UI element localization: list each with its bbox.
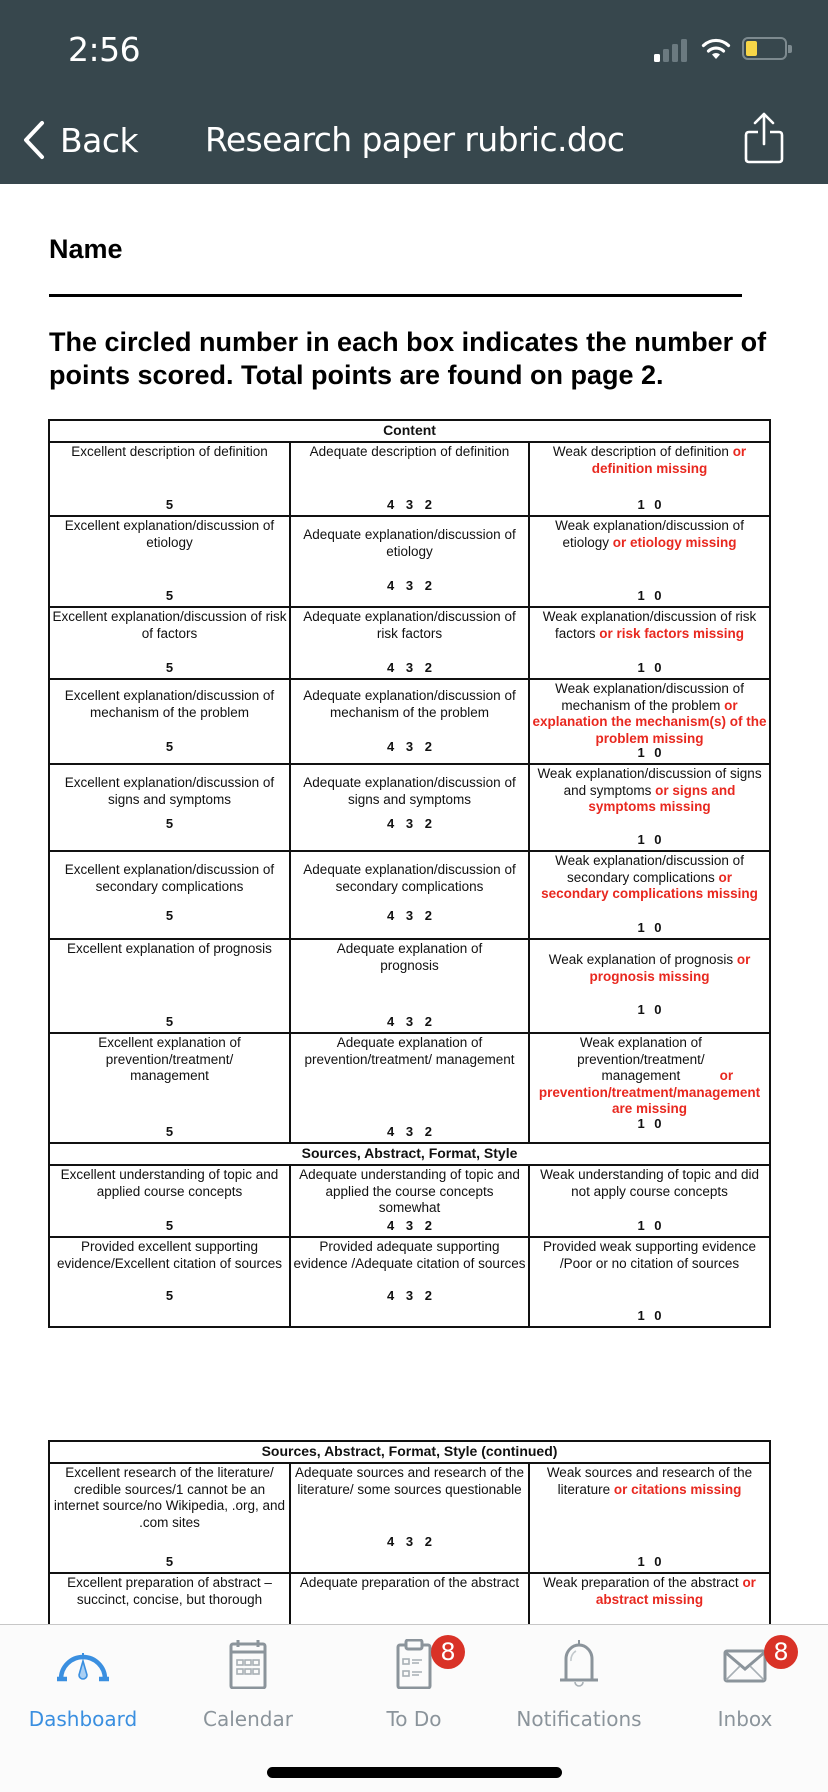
missing-text: or etiology missing	[612, 534, 737, 550]
section-header-sources: Sources, Abstract, Format, Style	[49, 1143, 770, 1165]
excellent-cell: Excellent explanation/discussion of etiology 5	[49, 516, 290, 607]
points-adequate: 4 3 2	[387, 1533, 432, 1549]
points-adequate: 4 3 2	[387, 1217, 432, 1233]
tab-inbox[interactable]	[662, 1625, 828, 1731]
bell-icon	[551, 1639, 607, 1689]
excellent-cell: Excellent explanation/discussion of risk of factors 5	[49, 607, 290, 679]
rubric-table-page2	[48, 1440, 771, 1624]
rubric-row-evidence	[49, 1237, 770, 1327]
missing-text: or prevention/treatment/management are missing	[538, 1068, 761, 1116]
status-bar	[0, 0, 828, 96]
missing-text: or risk factors missing	[599, 625, 745, 641]
status-time: 2:56	[68, 30, 141, 69]
points-weak: 1 0	[637, 1115, 662, 1131]
weak-cell: Weak explanation of prevention/treatment/ management or prevention/treatment/management are missing 1 0	[529, 1033, 770, 1143]
adequate-cell: Adequate understanding of topic and applied the course concepts somewhat 4 3 2	[290, 1165, 529, 1237]
points-adequate: 4 3 2	[387, 496, 432, 512]
weak-cell: Weak explanation/discussion of secondary complications or secondary complications missing 1 0	[529, 851, 770, 939]
points-adequate: 4 3 2	[387, 659, 432, 675]
points-excellent: 5	[165, 587, 174, 603]
tab-dashboard[interactable]	[0, 1625, 166, 1731]
adequate-cell: Adequate explanation/discussion of etiology 4 3 2	[290, 516, 529, 607]
missing-text: or definition missing	[591, 444, 747, 476]
rubric-row-research	[49, 1463, 770, 1573]
missing-text: or prognosis missing	[589, 952, 751, 984]
weak-cell: Weak preparation of the abstract or abstract missing	[529, 1573, 770, 1624]
wifi-icon	[700, 37, 732, 61]
points-weak: 1 0	[637, 1001, 662, 1017]
points-excellent: 5	[165, 659, 174, 675]
weak-cell: Weak sources and research of the literature or citations missing 1 0	[529, 1463, 770, 1573]
adequate-cell: Adequate explanation of prognosis 4 3 2	[290, 939, 529, 1033]
missing-text: or abstract missing	[595, 1575, 756, 1607]
adequate-cell: Adequate explanation/discussion of mechanism of the problem 4 3 2	[290, 679, 529, 764]
instructions-text: The circled number in each box indicates the number of points scored. Total points are found on page 2.	[49, 327, 767, 390]
weak-cell: Weak description of definition or definition missing 1 0	[529, 442, 770, 516]
missing-text: or citations missing	[613, 1481, 742, 1497]
rubric-row-signs-symptoms	[49, 764, 770, 851]
tab-label: Notifications	[516, 1707, 642, 1731]
weak-cell: Weak understanding of topic and did not apply course concepts 1 0	[529, 1165, 770, 1237]
weak-cell: Weak explanation/discussion of signs and symptoms or signs and symptoms missing 1 0	[529, 764, 770, 851]
rubric-row-prognosis	[49, 939, 770, 1033]
share-icon[interactable]	[744, 112, 784, 164]
points-weak: 1 0	[637, 496, 662, 512]
points-adequate: 4 3 2	[387, 1287, 432, 1303]
missing-text: or explanation the mechanism(s) of the problem missing	[532, 697, 767, 746]
rubric-row-etiology	[49, 516, 770, 607]
missing-text: or signs and symptoms missing	[588, 782, 736, 814]
back-label: Back	[60, 120, 139, 160]
points-excellent: 5	[165, 815, 174, 831]
tab-calendar[interactable]	[165, 1625, 331, 1731]
adequate-cell: Adequate description of definition 4 3 2	[290, 442, 529, 516]
back-button[interactable]	[22, 118, 138, 162]
excellent-cell: Excellent explanation/discussion of secondary complications 5	[49, 851, 290, 939]
excellent-cell: Excellent explanation/discussion of mechanism of the problem 5	[49, 679, 290, 764]
home-indicator	[267, 1767, 562, 1778]
tab-label: Calendar	[203, 1707, 293, 1731]
section-header-content: Content	[49, 420, 770, 442]
points-excellent: 5	[165, 1553, 174, 1569]
points-adequate: 4 3 2	[387, 815, 432, 831]
tab-label: Inbox	[717, 1707, 773, 1731]
points-weak: 1 0	[637, 659, 662, 675]
inbox-badge: 8	[764, 1635, 798, 1669]
weak-cell: Weak explanation/discussion of risk factors or risk factors missing 1 0	[529, 607, 770, 679]
points-excellent: 5	[165, 1217, 174, 1233]
battery-low-icon	[742, 37, 787, 60]
chevron-left-icon	[22, 120, 46, 160]
rubric-row-understanding	[49, 1165, 770, 1237]
excellent-cell: Provided excellent supporting evidence/Excellent citation of sources 5	[49, 1237, 290, 1327]
rubric-table-page1	[48, 419, 771, 1328]
cellular-signal-icon	[654, 38, 690, 62]
rubric-row-mechanism	[49, 679, 770, 764]
points-excellent: 5	[165, 1013, 174, 1029]
document-viewer[interactable]	[0, 184, 828, 1624]
weak-cell: Weak explanation/discussion of etiology or etiology missing 1 0	[529, 516, 770, 607]
section-header-sources-continued: Sources, Abstract, Format, Style (continued)	[49, 1441, 770, 1463]
missing-text: or secondary complications missing	[541, 869, 758, 901]
adequate-cell: Adequate preparation of the abstract	[290, 1573, 529, 1624]
document-title: Research paper rubric.doc	[205, 120, 625, 159]
adequate-cell: Adequate explanation/discussion of secondary complications 4 3 2	[290, 851, 529, 939]
rubric-row-definition	[49, 442, 770, 516]
points-excellent: 5	[165, 1123, 174, 1139]
points-adequate: 4 3 2	[387, 1013, 432, 1029]
excellent-cell: Excellent explanation of prevention/treatment/ management 5	[49, 1033, 290, 1143]
points-weak: 1 0	[637, 1307, 662, 1323]
points-excellent: 5	[165, 496, 174, 512]
adequate-cell: Adequate sources and research of the literature/ some sources questionable 4 3 2	[290, 1463, 529, 1573]
points-adequate: 4 3 2	[387, 907, 432, 923]
excellent-cell: Excellent research of the literature/ credible sources/1 cannot be an internet source/no Wikipedia, .org, and .com sites 5	[49, 1463, 290, 1573]
points-excellent: 5	[165, 1287, 174, 1303]
excellent-cell: Excellent understanding of topic and applied course concepts 5	[49, 1165, 290, 1237]
weak-cell: Weak explanation/discussion of mechanism of the problem or explanation the mechanism(s) of the problem missing 1 0	[529, 679, 770, 764]
excellent-cell: Excellent explanation of prognosis 5	[49, 939, 290, 1033]
points-excellent: 5	[165, 738, 174, 754]
tab-notifications[interactable]	[496, 1625, 662, 1731]
dashboard-gauge-icon	[55, 1639, 111, 1689]
excellent-cell: Excellent preparation of abstract – succinct, concise, but thorough	[49, 1573, 290, 1624]
points-weak: 1 0	[637, 1217, 662, 1233]
tab-label: Dashboard	[28, 1707, 138, 1731]
excellent-cell: Excellent explanation/discussion of signs and symptoms 5	[49, 764, 290, 851]
name-underline	[49, 294, 742, 297]
todo-badge: 8	[431, 1635, 465, 1669]
adequate-cell: Adequate explanation of prevention/treatment/ management 4 3 2	[290, 1033, 529, 1143]
adequate-cell: Provided adequate supporting evidence /Adequate citation of sources 4 3 2	[290, 1237, 529, 1327]
points-adequate: 4 3 2	[387, 577, 432, 593]
weak-cell: Weak explanation of prognosis or prognosis missing 1 0	[529, 939, 770, 1033]
weak-cell: Provided weak supporting evidence /Poor or no citation of sources 1 0	[529, 1237, 770, 1327]
tab-todo[interactable]	[331, 1625, 497, 1731]
points-adequate: 4 3 2	[387, 738, 432, 754]
rubric-row-complications	[49, 851, 770, 939]
points-weak: 1 0	[637, 919, 662, 935]
adequate-cell: Adequate explanation/discussion of risk factors 4 3 2	[290, 607, 529, 679]
points-weak: 1 0	[637, 744, 662, 760]
rubric-row-risk-factors	[49, 607, 770, 679]
nav-bar	[0, 96, 828, 184]
points-weak: 1 0	[637, 831, 662, 847]
points-weak: 1 0	[637, 587, 662, 603]
name-label: Name	[49, 234, 123, 264]
rubric-row-abstract	[49, 1573, 770, 1624]
points-weak: 1 0	[637, 1553, 662, 1569]
tab-label: To Do	[386, 1707, 442, 1731]
points-excellent: 5	[165, 907, 174, 923]
points-adequate: 4 3 2	[387, 1123, 432, 1139]
rubric-row-prevention	[49, 1033, 770, 1143]
adequate-cell: Adequate explanation/discussion of signs and symptoms 4 3 2	[290, 764, 529, 851]
calendar-icon	[220, 1639, 276, 1689]
excellent-cell: Excellent description of definition 5	[49, 442, 290, 516]
